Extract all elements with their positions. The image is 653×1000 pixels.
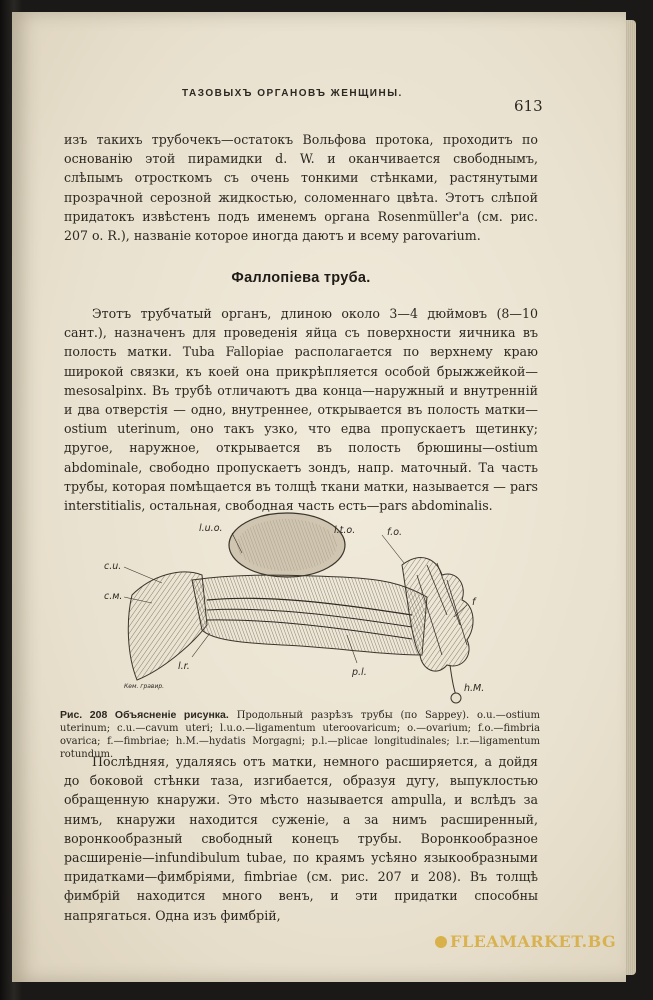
label-fo: f.o. — [387, 527, 403, 538]
paragraph-3: Послѣдняя, удаляясь отъ матки, немного расширяется, а дойдя до боковой стѣнки таза, изгибается, образуя дугу, выпуклостью обращенную кнаружи. Это мѣсто называется ampulla, и вслѣдъ за нимъ, кнаружи находится суженіе, а за нимъ расширенный, воронкообразный свободный конецъ трубы. Воронкообразное расширеніе—infundibulum tubae, по краямъ усѣяно языкообразными придатками—фимбріями, fimbriae (см. рис. 207 и 208). Въ толщѣ фимбрій находится много венъ, и эти придатки способны напрягаться. Одна изъ фимбрій, — [64, 754, 538, 923]
hydatid-shape — [451, 693, 461, 703]
tube-body-shape — [192, 575, 427, 655]
label-lto: l.t.o. — [334, 525, 356, 536]
label-cu: c.u. — [104, 561, 122, 572]
label-hm: h.M. — [464, 683, 485, 694]
coin-icon — [435, 936, 447, 948]
watermark-text: FLEAMARKET.BG — [450, 932, 617, 951]
page-number: 613 — [514, 97, 543, 115]
running-head: ТАЗОВЫХЪ ОРГАНОВЪ ЖЕНЩИНЫ. — [182, 88, 403, 99]
label-pl: p.l. — [352, 667, 367, 678]
caption-head: Рис. 208 Объясненіе рисунка. — [60, 709, 229, 721]
label-luo: l.u.o. — [199, 523, 223, 534]
paragraph-2: Этотъ трубчатый органъ, длиною около 3—4 дюймовъ (8—10 сант.), назначенъ для проведенія яйца съ поверхности яичника въ полость матки. Tuba Fallopiae располагается по верхнему краю широкой связки, къ коей она прикрѣпляется особой брыжжейкой—mesosalpinx. Въ трубѣ отличаютъ два конца—наружный и внутренній и два отверстія — одно, внутреннее, открывается въ полость матки—ostium uterinum, оно такъ узко, что едва пропускаетъ щетинку; другое, наружное, открывается въ полость брюшины—ostium abdominale, свободно пропускаетъ зондъ, напр. маточный. Та часть трубы, которая помѣщается въ толщѣ ткани матки, называется — pars interstitialis, остальная, свободная часть есть—pars abdominalis. — [64, 306, 538, 514]
watermark — [435, 932, 616, 951]
anatomical-figure — [82, 505, 485, 705]
label-lr: l.r. — [178, 661, 190, 672]
paragraph-1: изъ такихъ трубочекъ—остатокъ Вольфова протока, проходитъ по основанію этой пирамидки d. W. и оканчивается свободнымъ, слѣпымъ отросткомъ съ очень тонкими стѣнками, растянутыми прозрачной серозной жидкостью, соломеннаго цвѣта. Этотъ слѣпой придатокъ извѣстенъ подъ именемъ органа Rosenmüller'a (см. рис. 207 o. R.), названіе которое иногда даютъ и всему parovarium. — [64, 132, 538, 244]
label-cm: c.м. — [104, 591, 123, 602]
engraver-mark: Кем. гравир. — [124, 683, 165, 690]
caption-text: Продольный разрѣзъ трубы (по Sappey). o.u.—ostium uterinum; c.u.—cavum uteri; l.u.o.—ligamentum uteroovaricum; o.—ovarium; f.o.—fimbria ovarica; f.—fimbriae; h.M.—hydatis Morgagni; p.l.—plicae longitudinales; l.r.—ligamentum rotundum. — [60, 710, 540, 760]
book-page — [12, 12, 626, 982]
section-title: Фаллопіева труба. — [231, 270, 371, 286]
label-f: f — [472, 597, 476, 608]
fallopian-tube-illustration — [82, 505, 485, 705]
